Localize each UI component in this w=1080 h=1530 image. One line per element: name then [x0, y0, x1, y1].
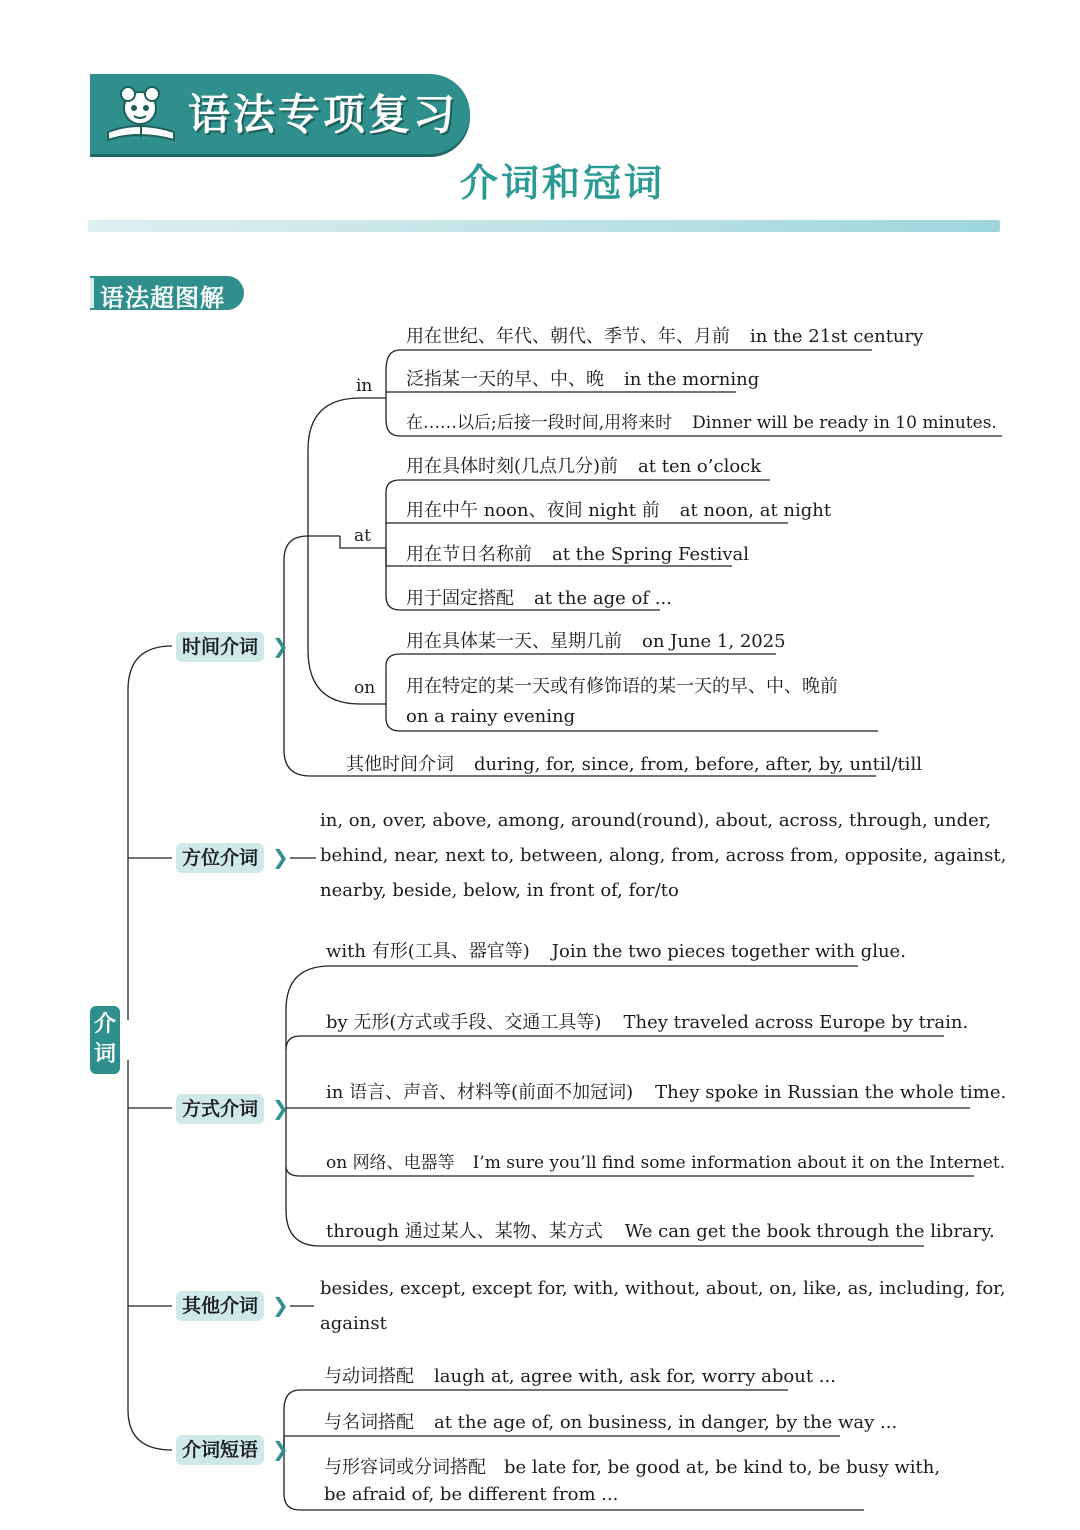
section-tag-accent: [90, 278, 94, 308]
sub-label-in: in: [356, 376, 373, 396]
category-time: 时间介词: [176, 632, 264, 662]
list-item: 在……以后;后接一段时间,用将来时 Dinner will be ready in 10 minutes.: [406, 413, 997, 433]
list-item: by 无形(方式或手段、交通工具等) They traveled across Europe by train.: [326, 1012, 969, 1033]
list-item: 用在中午 noon、夜间 night 前 at noon, at night: [406, 500, 832, 521]
chevron-right-icon: ❯: [272, 845, 289, 869]
text-line: in, on, over, above, among, around(round), about, across, through, under,: [320, 810, 992, 831]
list-item: 用在具体某一天、星期几前 on June 1, 2025: [406, 631, 786, 652]
list-item: 用在特定的某一天或有修饰语的某一天的早、中、晚前: [406, 676, 838, 697]
list-item: 用在具体时刻(几点几分)前 at ten o’clock: [406, 456, 762, 477]
list-item: on a rainy evening: [406, 706, 576, 727]
chevron-right-icon: ❯: [272, 634, 289, 658]
text-line: nearby, beside, below, in front of, for/to: [320, 880, 679, 901]
chevron-right-icon: ❯: [272, 1293, 289, 1317]
header-divider: [88, 220, 1000, 232]
list-item: in 语言、声音、材料等(前面不加冠词) They spoke in Russian the whole time.: [326, 1082, 1007, 1103]
list-item: 与动词搭配 laugh at, agree with, ask for, worry about ...: [324, 1366, 836, 1387]
list-item: 用于固定搭配 at the age of ...: [406, 588, 672, 609]
list-item: with 有形(工具、器官等) Join the two pieces together with glue.: [326, 941, 906, 962]
section-tag-label: 语法超图解: [100, 284, 225, 312]
list-item: on 网络、电器等 I’m sure you’ll find some information about it on the Internet.: [326, 1153, 1006, 1173]
chevron-right-icon: ❯: [272, 1096, 289, 1120]
other-list: [320, 1271, 1006, 1341]
book-mascot-icon: [102, 80, 182, 150]
list-item: 其他时间介词 during, for, since, from, before, after, by, until/till: [346, 754, 922, 775]
text-line: besides, except, except for, with, without, about, on, like, as, including, for,: [320, 1278, 1006, 1299]
list-item: 用在世纪、年代、朝代、季节、年、月前 in the 21st century: [406, 326, 924, 347]
list-item: 泛指某一天的早、中、晚 in the morning: [406, 369, 760, 390]
place-list: [320, 803, 1006, 908]
sub-label-at: at: [354, 526, 371, 546]
category-place: 方位介词: [176, 843, 264, 873]
text-line: behind, near, next to, between, along, from, across from, opposite, against,: [320, 845, 1007, 866]
chevron-right-icon: ❯: [272, 1437, 289, 1461]
page-subtitle: 介词和冠词: [460, 161, 666, 205]
category-other: 其他介词: [176, 1291, 264, 1321]
list-item: through 通过某人、某物、某方式 We can get the book through the library.: [326, 1221, 995, 1242]
category-manner: 方式介词: [176, 1094, 264, 1124]
list-item: 用在节日名称前 at the Spring Festival: [406, 544, 749, 565]
list-item: be afraid of, be different from ...: [324, 1484, 619, 1505]
list-item: 与名词搭配 at the age of, on business, in danger, by the way ...: [324, 1412, 898, 1433]
category-phrases: 介词短语: [176, 1435, 264, 1465]
sub-label-on: on: [354, 678, 376, 698]
root-node-preposition: 介词: [90, 1006, 120, 1074]
list-item: 与形容词或分词搭配 be late for, be good at, be kind to, be busy with,: [324, 1457, 941, 1478]
text-line: against: [320, 1313, 387, 1334]
banner-title: 语法专项复习: [188, 90, 459, 139]
